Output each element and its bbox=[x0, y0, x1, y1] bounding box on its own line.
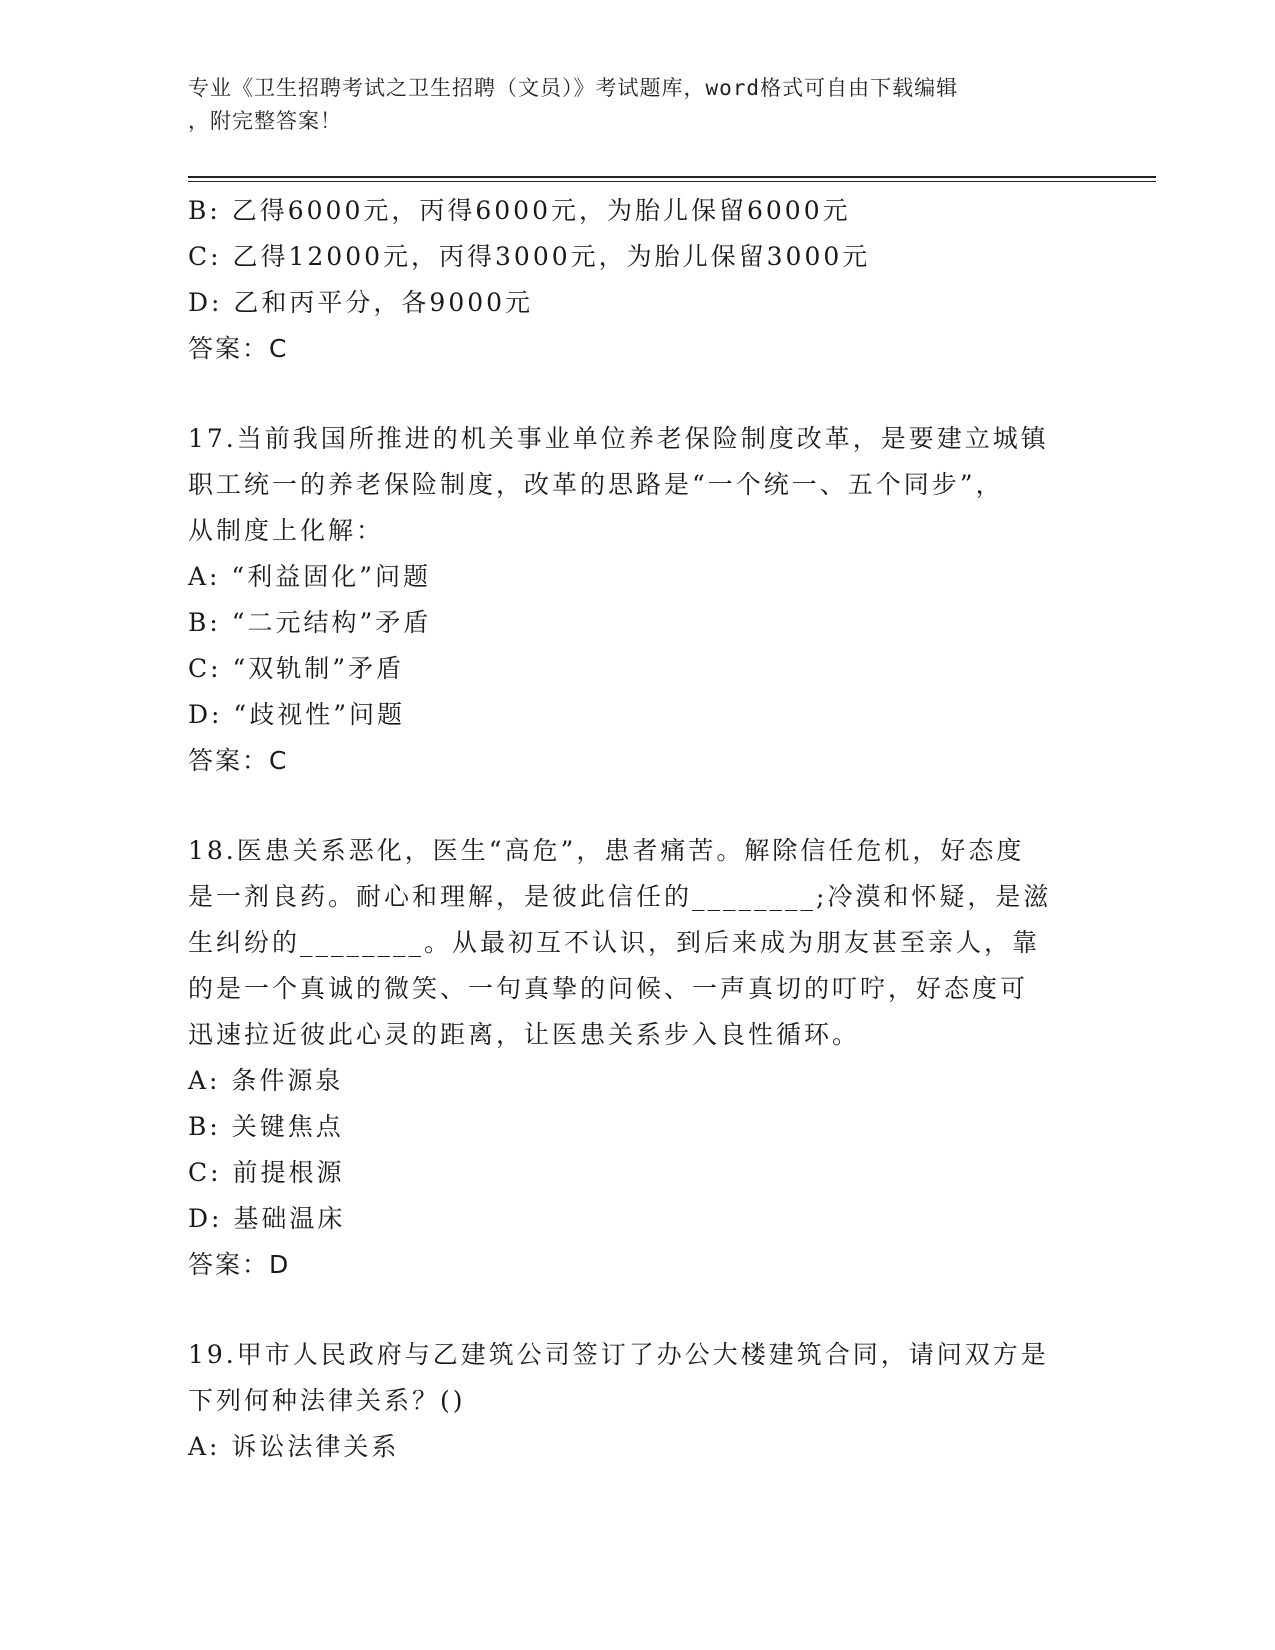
q19-option-a: A: 诉讼法律关系 bbox=[188, 1432, 400, 1461]
question-18 bbox=[188, 828, 1088, 1288]
document-body bbox=[188, 188, 1088, 1470]
q17-option-c: C: “双轨制”矛盾 bbox=[188, 654, 405, 683]
q17-option-d: D: “歧视性”问题 bbox=[188, 700, 405, 729]
q18-stem-line: 18.医患关系恶化，医生“高危”，患者痛苦。解除信任危机，好态度 bbox=[188, 836, 1025, 865]
q17-option-b: B: “二元结构”矛盾 bbox=[188, 608, 432, 637]
header-divider-thin bbox=[188, 181, 1156, 182]
q18-stem-line: 迅速拉近彼此心灵的距离，让医患关系步入良性循环。 bbox=[188, 1020, 861, 1049]
q18-option-b: B: 关键焦点 bbox=[188, 1112, 344, 1141]
q16-option-b: B: 乙得6000元，丙得6000元，为胎儿保留6000元 bbox=[188, 196, 851, 225]
q18-option-c: C: 前提根源 bbox=[188, 1158, 345, 1187]
spacer bbox=[188, 372, 1088, 416]
question-17 bbox=[188, 416, 1088, 784]
q18-stem-line: 的是一个真诚的微笑、一句真挚的问候、一声真切的叮咛，好态度可 bbox=[188, 974, 1029, 1003]
q19-stem-line: 19.甲市人民政府与乙建筑公司签订了办公大楼建筑合同，请问双方是 bbox=[188, 1340, 1049, 1369]
q17-option-a: A: “利益固化”问题 bbox=[188, 562, 431, 591]
q18-stem-line: 生纠纷的________。从最初互不认识，到后来成为朋友甚至亲人，靠 bbox=[188, 928, 1041, 957]
q17-stem-line: 从制度上化解： bbox=[188, 516, 385, 545]
q19-stem-line: 下列何种法律关系？() bbox=[188, 1386, 466, 1415]
q17-stem-line: 17.当前我国所推进的机关事业单位养老保险制度改革，是要建立城镇 bbox=[188, 424, 1049, 453]
document-header bbox=[188, 72, 1068, 138]
header-divider-thick bbox=[188, 176, 1156, 178]
q18-option-a: A: 条件源泉 bbox=[188, 1066, 344, 1095]
question-19 bbox=[188, 1332, 1088, 1470]
q18-answer: 答案：D bbox=[188, 1250, 291, 1279]
header-line-2: ，附完整答案！ bbox=[188, 109, 342, 133]
q17-stem-line: 职工统一的养老保险制度，改革的思路是“一个统一、五个同步”， bbox=[188, 470, 1004, 499]
header-line-1: 专业《卫生招聘考试之卫生招聘（文员）》考试题库，word格式可自由下载编辑 bbox=[188, 76, 959, 100]
q16-option-c: C: 乙得12000元，丙得3000元，为胎儿保留3000元 bbox=[188, 242, 871, 271]
spacer bbox=[188, 1288, 1088, 1332]
q17-answer: 答案：C bbox=[188, 746, 289, 775]
q16-option-d: D: 乙和丙平分，各9000元 bbox=[188, 288, 534, 317]
question-16-continued bbox=[188, 188, 1088, 372]
q18-stem-line: 是一剂良药。耐心和理解，是彼此信任的________;冷漠和怀疑，是滋 bbox=[188, 882, 1052, 911]
spacer bbox=[188, 784, 1088, 828]
q16-answer: 答案：C bbox=[188, 334, 289, 363]
q18-option-d: D: 基础温床 bbox=[188, 1204, 346, 1233]
